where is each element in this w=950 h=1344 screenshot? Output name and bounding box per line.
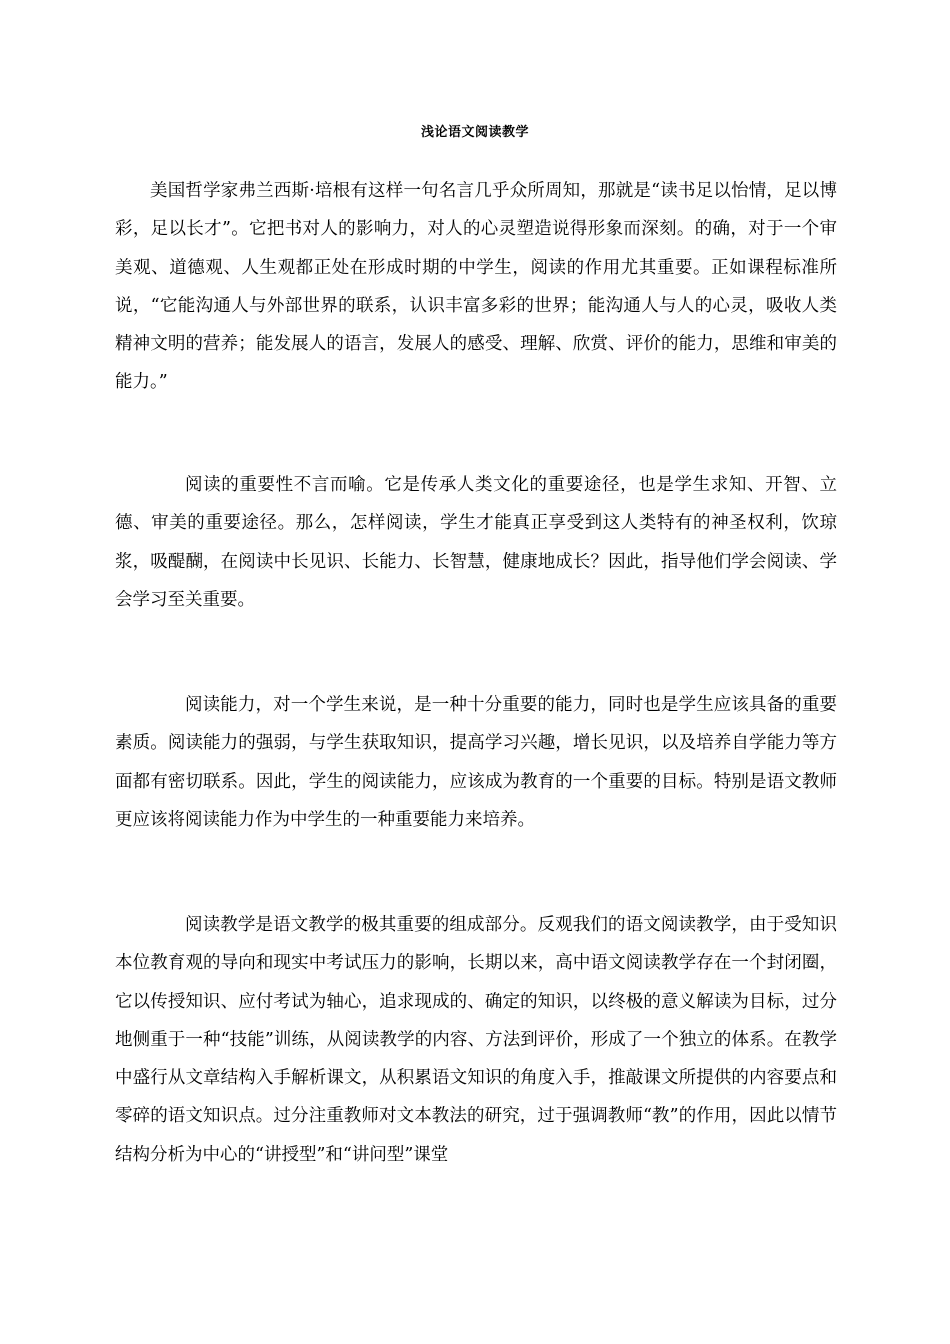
paragraph-2: 阅读的重要性不言而喻。它是传承人类文化的重要途径，也是学生求知、开智、立德、审美的重要途径。那么，怎样阅读，学生才能真正享受到这人类特有的神圣权利，饮琼浆，吸醍醐，在阅读中长见识、长能力、长智慧，健康地成长？因此，指导他们学会阅读、学会学习至关重要。 <box>115 475 837 610</box>
paragraph-4: 阅读教学是语文教学的极其重要的组成部分。反观我们的语文阅读教学，由于受知识本位教育观的导向和现实中考试压力的影响，长期以来，高中语文阅读教学存在一个封闭圈，它以传授知识、应付考试为轴心，追求现成的、确定的知识，以终极的意义解读为目标，过分地侧重于一种“技能”训练，从阅读教学的内容、方法到评价，形成了一个独立的体系。在教学中盛行从文章结构入手解析课文，从积累语文知识的角度入手，推敲课文所提供的内容要点和零碎的语文知识点。过分注重教师对文本教法的研究，过于强调教师“教”的作用，因此以情节结构分析为中心的“讲授型”和“讲问型”课堂 <box>115 915 837 1165</box>
paragraph-1: 美国哲学家弗兰西斯·培根有这样一句名言几乎众所周知，那就是“读书足以怡情，足以博彩，足以长才”。它把书对人的影响力，对人的心灵塑造说得形象而深刻。的确，对于一个审美观、道德观、人生观都正处在形成时期的中学生，阅读的作用尤其重要。正如课程标准所说，“它能沟通人与外部世界的联系，认识丰富多彩的世界；能沟通人与人的心灵，吸收人类精神文明的营养；能发展人的语言，发展人的感受、理解、欣赏、评价的能力，思维和审美的能力。” <box>115 181 837 393</box>
document-title: 浅论语文阅读教学 <box>420 125 529 140</box>
paragraph-3: 阅读能力，对一个学生来说，是一种十分重要的能力，同时也是学生应该具备的重要素质。阅读能力的强弱，与学生获取知识，提高学习兴趣，增长见识，以及培养自学能力等方面都有密切联系。因此，学生的阅读能力，应该成为教育的一个重要的目标。特别是语文教师更应该将阅读能力作为中学生的一种重要能力来培养。 <box>115 695 837 830</box>
